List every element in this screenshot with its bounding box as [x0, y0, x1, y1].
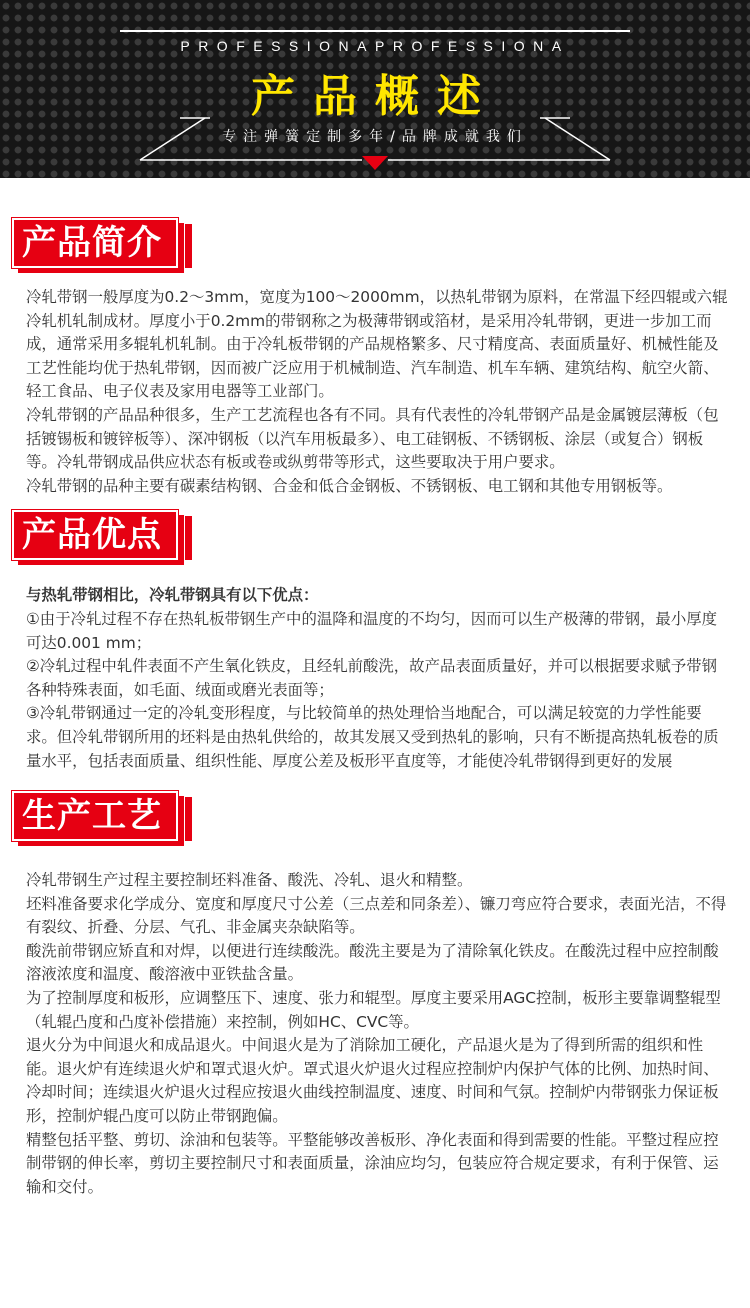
section-body-process: [0, 869, 750, 1199]
section-body-intro: [0, 286, 750, 498]
paragraph: 冷轧带钢的品种主要有碳素结构钢、合金和低合金钢板、不锈钢板、电工钢和其他专用钢板等。: [26, 476, 673, 495]
section-heading-advantages: [0, 510, 750, 572]
heading-stripe-decoration: [185, 797, 192, 841]
section-heading-box: [12, 218, 178, 268]
section-body-advantages: [0, 584, 750, 773]
paragraph: 坯料准备要求化学成分、宽度和厚度尺寸公差（三点差和同条差）、镰刀弯应符合要求，表面光洁，不得有裂纹、折叠、分层、气孔、非金属夹杂缺陷等。: [26, 894, 727, 937]
section-heading-text: 产品优点: [22, 515, 162, 556]
banner-subtitle: 专注弹簧定制多年/品牌成就我们: [222, 129, 528, 145]
paragraph: ③冷轧带钢通过一定的冷轧变形程度，与比较简单的热处理恰当地配合，可以满足较宽的力学性能要求。但冷轧带钢所用的坯料是由热轧供给的，故其发展又受到热轧的影响，只有不断提高热轧板卷的质量水平，包括表面质量、组织性能、厚度公差及板形平直度等，才能使冷轧带钢得到更好的发展: [26, 704, 719, 770]
paragraph: 冷轧带钢一般厚度为0.2～3mm，宽度为100～2000mm，以热轧带钢为原料，在常温下经四辊或六辊冷轧机轧制成材。厚度小于0.2mm的带钢称之为极薄带钢或箔材，是采用冷轧带钢，更进一步加工而成，通常采用多辊轧机轧制。由于冷轧板带钢的产品规格繁多、尺寸精度高、表面质量好、机械性能及工艺性能均优于热轧带钢，因而被广泛应用于机械制造、汽车制造、机车车辆、建筑结构、航空火箭、轻工食品、电子仪表及家用电器等工业部门。: [26, 288, 728, 401]
banner-red-triangle-icon: [362, 156, 388, 170]
banner-frame-lines: [0, 0, 750, 178]
paragraph: 酸洗前带钢应矫直和对焊，以便进行连续酸洗。酸洗主要是为了清除氧化铁皮。在酸洗过程中应控制酸溶液浓度和温度、酸溶液中亚铁盐含量。: [26, 941, 719, 984]
paragraph-lead: 与热轧带钢相比，冷轧带钢具有以下优点：: [26, 586, 319, 605]
section-heading-intro: [0, 218, 750, 280]
heading-stripe-decoration: [185, 224, 192, 268]
paragraph: 退火分为中间退火和成品退火。中间退火是为了消除加工硬化，产品退火是为了得到所需的组织和性能。退火炉有连续退火炉和罩式退火炉。罩式退火炉退火过程应控制炉内保护气体的比例、加热时间、冷却时间；连续退火炉退火过程应按退火曲线控制温度、速度、时间和气氛。控制炉内带钢张力保证板形，控制炉辊凸度可以防止带钢跑偏。: [26, 1036, 719, 1126]
heading-stripe-decoration: [185, 516, 192, 560]
paragraph: 冷轧带钢的产品品种很多，生产工艺流程也各有不同。具有代表性的冷轧带钢产品是金属镀层薄板（包括镀锡板和镀锌板等）、深冲钢板（以汽车用板最多）、电工硅钢板、不锈钢板、涂层（或复合）钢板等。冷轧带钢成品供应状态有板或卷或纵剪带等形式，这些要取决于用户要求。: [26, 405, 719, 472]
paragraph: 冷轧带钢生产过程主要控制坯料准备、酸洗、冷轧、退火和精整。: [26, 871, 473, 890]
section-heading-process: [0, 791, 750, 853]
paragraph: ①由于冷轧过程不存在热轧板带钢生产中的温降和温度的不均匀，因而可以生产极薄的带钢，最小厚度可达0.001 mm；: [26, 609, 717, 652]
paragraph: ②冷轧过程中轧件表面不产生氧化铁皮，且经轧前酸洗，故产品表面质量好，并可以根据要求赋予带钢各种特殊表面，如毛面、绒面或磨光表面等；: [26, 657, 717, 699]
banner-title: 产品概述: [251, 71, 499, 122]
header-banner: [0, 0, 750, 178]
section-heading-text: 产品简介: [22, 223, 162, 263]
paragraph: 为了控制厚度和板形，应调整压下、速度、张力和辊型。厚度主要采用AGC控制，板形主要靠调整辊型（轧辊凸度和凸度补偿措施）来控制，例如HC、CVC等。: [26, 989, 721, 1031]
banner-english-text: PROFESSIONAPROFESSIONA: [180, 38, 570, 54]
paragraph: 精整包括平整、剪切、涂油和包装等。平整能够改善板形、净化表面和得到需要的性能。平整过程应控制带钢的伸长率，剪切主要控制尺寸和表面质量，涂油应均匀，包装应符合规定要求，有利于保管、运输和交付。: [26, 1130, 719, 1196]
section-heading-box: [12, 510, 178, 560]
section-heading-box: [12, 791, 178, 841]
section-heading-text: 生产工艺: [22, 796, 162, 837]
